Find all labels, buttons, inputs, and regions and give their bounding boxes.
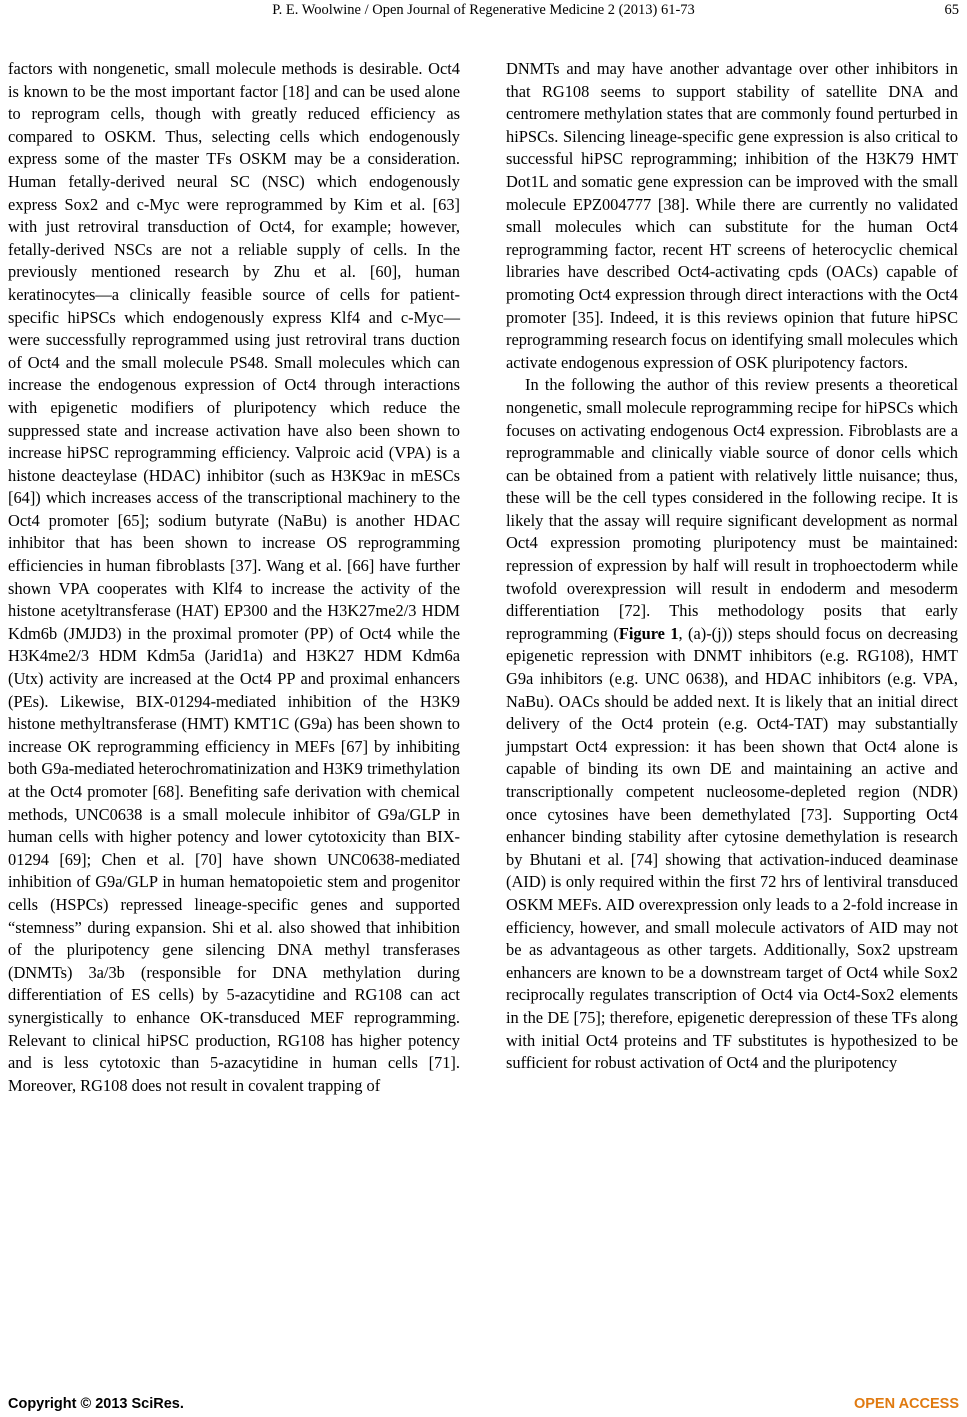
page-header [0,0,967,22]
right-column [506,58,958,1075]
open-access-label: OPEN ACCESS [853,1396,959,1412]
copyright-notice: Copyright © 2013 SciRes. [8,1396,184,1412]
right-paragraph-1: DNMTs and may have another advantage over other inhibitors in that RG108 seems to support stability of satellite DNA and centromere methylation states that are commonly found perturbed in hiPSCs. Silencing lineage-specific gene expression is also critical to successful hiPSC reprogramming; inhibition of the H3K79 HMT Dot1L and somatic gene expression can be improved with the small molecule EPZ004777 [38]. While there are currently no validated small molecules which can substitute for the human Oct4 reprogramming factor, recent HT screens of heterocyclic chemical libraries have described Oct4-activating cpds (OACs) capable of promoting Oct4 expression through direct interactions with the Oct4 promoter [35]. Indeed, it is this reviews opinion that future hiPSC reprogramming research focus on identifying small molecules which activate endogenous expression of OSK pluripotency factors. [506,59,958,372]
paragraph-text-after-figure: , (a)-(j)) steps should focus on decreasing epigenetic repression with DNMT inhibitors (e.g. RG108), HMT G9a inhibitors (e.g. UNC 0638), and HDAC inhibitors (e.g. VPA, NaBu). OACs should be added next. It is likely that an initial direct delivery of the Oct4 protein (e.g. Oct4-TAT) may substantially jumpstart Oct4 expression: it has been shown that Oct4 alone is capable of binding its own DE and maintaining an active and transcriptionally competent nucleosome-depleted region (NDR) once cytosines have been demethylated [73]. Supporting Oct4 enhancer binding stability after cytosine demethylation is research by Bhutani et al. [74] showing that activation-induced deaminase (AID) is only required within the first 72 hrs of lentiviral transduced OSKM MEFs. AID overexpression only leads to a 2-fold increase in efficiency, however, and small molecule activators of AID may not be as advantageous as other targets. Additionally, Sox2 upstream enhancers are known to be a downstream target of Oct4 while Sox2 reciprocally regulates transcription of Oct4 via Oct4-Sox2 elements in the DE [75]; therefore, epigenetic derepression of these TFs along with initial Oct4 proteins and TF substitutes is hypothesized to be sufficient for robust activation of Oct4 and the pluripotency [506,623,958,1073]
running-title: P. E. Woolwine / Open Journal of Regenerative Medicine 2 (2013) 61-73 [272,2,695,18]
paragraph-text-before-figure: In the following the author of this review presents a theoretical nongenetic, small molecule reprogramming recipe for hiPSCs which focuses on activating endogenous Oct4 expression. Fibroblasts are a reprogrammable and clinically viable source of donor cells which can be obtained from a patient with relatively little nuisance; thus, these will be the cell types considered in the following recipe. It is likely that the assay will require significant development as normal Oct4 expression promoting pluripotency must be maintained: repression of expression by half will result in trophoectoderm while twofold overexpression will result in endoderm and mesoderm differentiation [72]. This methodology posits that early reprogramming ( [506,375,958,643]
left-column [8,58,460,1097]
right-paragraph-2 [506,374,958,1074]
left-paragraph-1: factors with nongenetic, small molecule methods is desirable. Oct4 is known to be the most important factor [18] and can be used alone to reprogram cells, though with greatly reduced efficiency as compared to OSKM. Thus, selecting cells which endogenously express some of the master TFs OSKM may be a consideration. Human fetally-derived neural SC (NSC) which endogenously express Sox2 and c-Myc were reprogrammed by Kim et al. [63] with just retroviral transduction of Oct4, for example; however, fetally-derived NSCs are not a reliable supply of cells. In the previously mentioned research by Zhu et al. [60], human keratinocytes—a clinically feasible source of cells for patient-specific hiPSCs which endogenously express Klf4 and c-Myc—were successfully reprogrammed using just retroviral trans duction of Oct4 and the small molecule PS48. Small molecules which can increase the endogenous expression of Oct4 through interactions with epigenetic modifiers of pluripotency which reduce the suppressed state and increase activation have also been shown to increase hiPSC reprogramming efficiency. Valproic acid (VPA) is a histone deacteylase (HDAC) inhibitor (such as H3K9ac in mESCs [64]) which increases access of the transcriptional machinery to the Oct4 promoter [65]; sodium butyrate (NaBu) is another HDAC inhibitor that has been shown to increase OS reprogramming efficiencies in human fibroblasts [37]. Wang et al. [66] have further shown VPA cooperates with Klf4 to increase the activity of the histone acetyltransferase (HAT) EP300 and the H3K27me2/3 HDM Kdm6b (JMJD3) in the proximal promoter (PP) of Oct4 while the H3K4me2/3 HDM Kdm5a (Jarid1a) and H3K27 HDM Kdm6a (Utx) activity are increased at the Oct4 PP and proximal enhancers (PEs). Likewise, BIX-01294-mediated inhibition of the H3K9 histone methyltransferase (HMT) KMT1C (G9a) has been shown to increase OK reprogramming efficiency in MEFs [67] by inhibiting both G9a-mediated heterochromatinization and H3K9 trimethylation at the Oct4 promoter [68]. Benefiting safe derivation with chemical methods, UNC0638 is a small molecule inhibitor of G9a/GLP in human cells with higher potency and lower cytotoxicity than BIX-01294 [69]; Chen et al. [70] have shown UNC0638-mediated inhibition of G9a/GLP in human hematopoietic stem and progenitor cells (HSPCs) repressed lineage-specific genes and supported “stemness” during expansion. Shi et al. also showed that inhibition of the pluripotency gene silencing DNA methyl transferases (DNMTs) 3a/3b (responsible for DNA methylation during differentiation of ES cells) by 5-azacytidine and RG108 can act synergistically to enhance OK-transduced MEF reprogramming. Relevant to clinical hiPSC production, RG108 has higher potency and is less cytotoxic than 5-azacytidine in human cells [71]. Moreover, RG108 does not result in covalent trapping of [8,59,460,1095]
page-footer [0,1396,967,1416]
page-number: 65 [944,2,959,18]
figure-1-reference[interactable]: Figure 1 [618,623,679,643]
